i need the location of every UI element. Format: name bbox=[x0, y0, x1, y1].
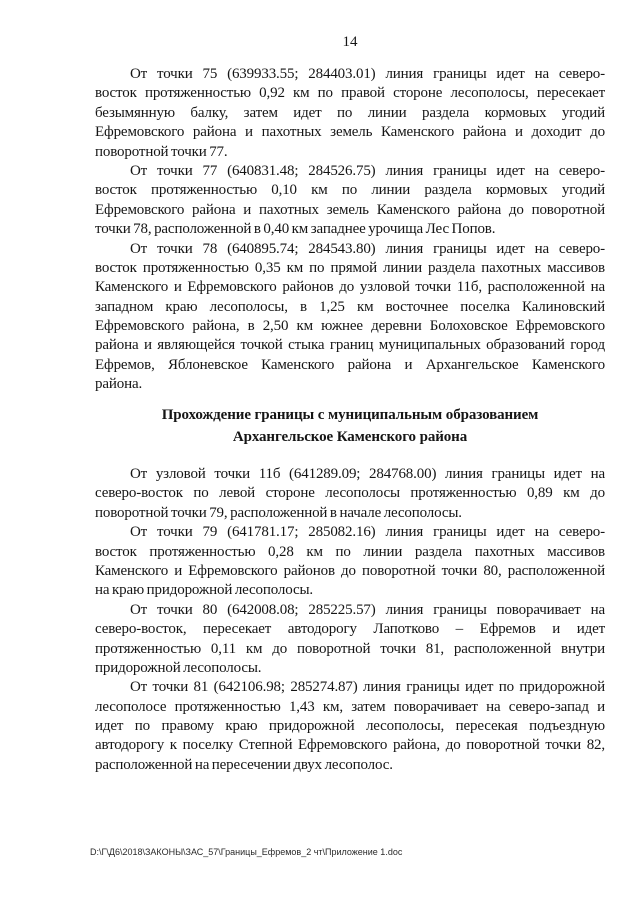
text-block-after-heading bbox=[95, 465, 605, 775]
text-line: Ефремовского района и пахотных земель Каменского района и доходит до bbox=[95, 124, 605, 141]
text-line: Ефремовского района, в 2,50 км южнее деревни Болоховское Ефремовского bbox=[95, 318, 605, 335]
heading-line: Архангельское Каменского района bbox=[232, 429, 468, 445]
text-line: поворотной точки 79, расположенной в начале лесополосы. bbox=[95, 504, 462, 521]
text-line: восток протяженностью 0,10 км по линии раздела кормовых угодий bbox=[95, 182, 605, 199]
text-block-before-heading bbox=[95, 65, 605, 395]
text-line: района и являющейся точкой стыка границ муниципальных образований город bbox=[95, 337, 605, 354]
text-line: Каменского и Ефремовского районов до узловой точки 11б, расположенной на bbox=[95, 279, 605, 296]
text-line: лесополосе протяженностью 1,43 км, затем поворачивает на северо-запад и bbox=[95, 698, 605, 715]
page-number: 14 bbox=[342, 34, 358, 50]
text-line: северо-восток по левой стороне лесополосы протяженностью 0,89 км до bbox=[95, 485, 605, 502]
text-line: восток протяженностью 0,28 км по линии раздела пахотных массивов bbox=[95, 543, 605, 560]
text-line: безымянную балку, затем идет по линии раздела кормовых угодий bbox=[95, 104, 605, 121]
text-line: района. bbox=[95, 376, 143, 393]
text-line: северо-восток, пересекает автодорогу Лапотково – Ефремов и идет bbox=[95, 621, 605, 638]
paragraph-from-node-11b bbox=[95, 465, 605, 523]
text-line: От точки 79 (641781.17; 285082.16) линия границы идет на северо- bbox=[130, 524, 605, 541]
paragraph-from-point-79 bbox=[95, 523, 605, 601]
section-heading bbox=[95, 404, 605, 448]
text-line: на краю придорожной лесополосы. bbox=[95, 582, 314, 599]
text-line: Ефремовского района и пахотных земель Каменского района до поворотной bbox=[95, 201, 605, 218]
text-line: автодорогу к поселку Степной Ефремовского района, до поворотной точки 82, bbox=[95, 737, 605, 754]
text-line: поворотной точки 77. bbox=[95, 143, 228, 160]
text-line: Каменского и Ефремовского районов до поворотной точки 80, расположенной bbox=[95, 562, 605, 579]
text-line: восток протяженностью 0,35 км по прямой линии раздела пахотных массивов bbox=[95, 259, 605, 276]
text-line: протяженностью 0,11 км до поворотной точки 81, расположенной внутри bbox=[95, 640, 605, 657]
text-line: От точки 81 (642106.98; 285274.87) линия границы идет по придорожной bbox=[130, 679, 605, 696]
text-line: От точки 78 (640895.74; 284543.80) линия границы идет на северо- bbox=[130, 240, 605, 257]
text-line: точки 78, расположенной в 0,40 км западнее урочища Лес Попов. bbox=[95, 221, 496, 238]
text-line: восток протяженностью 0,92 км по правой стороне лесополосы, пересекает bbox=[95, 85, 605, 102]
paragraph-from-point-75 bbox=[95, 65, 605, 162]
paragraph-from-point-80 bbox=[95, 601, 605, 679]
text-line: От точки 75 (639933.55; 284403.01) линия границы идет на северо- bbox=[130, 66, 605, 82]
text-line: идет по правому краю придорожной лесополосы, пересекая подъездную bbox=[95, 718, 605, 735]
text-line: расположенной на пересечении двух лесополос. bbox=[95, 756, 393, 773]
text-line: От узловой точки 11б (641289.09; 284768.00) линия границы идет на bbox=[130, 466, 605, 482]
text-line: От точки 80 (642008.08; 285225.57) линия границы поворачивает на bbox=[130, 601, 605, 618]
paragraph-from-point-81 bbox=[95, 678, 605, 775]
file-path-footer: D:\Г\Д6\2018\ЗАКОНЫ\ЗАС_57\Границы_Ефремов_2 чт\Приложение 1.doc bbox=[90, 847, 403, 857]
text-line: придорожной лесополосы. bbox=[95, 659, 262, 676]
text-line: Ефремов, Яблоневское Каменского района и Архангельское Каменского bbox=[95, 356, 605, 373]
text-line: От точки 77 (640831.48; 284526.75) линия границы идет на северо- bbox=[130, 162, 605, 179]
paragraph-from-point-77 bbox=[95, 162, 605, 240]
paragraph-from-point-78 bbox=[95, 240, 605, 395]
heading-line: Прохождение границы с муниципальным образованием bbox=[161, 407, 539, 423]
text-line: западном краю лесополосы, в 1,25 км восточнее поселка Калиновский bbox=[95, 298, 605, 315]
